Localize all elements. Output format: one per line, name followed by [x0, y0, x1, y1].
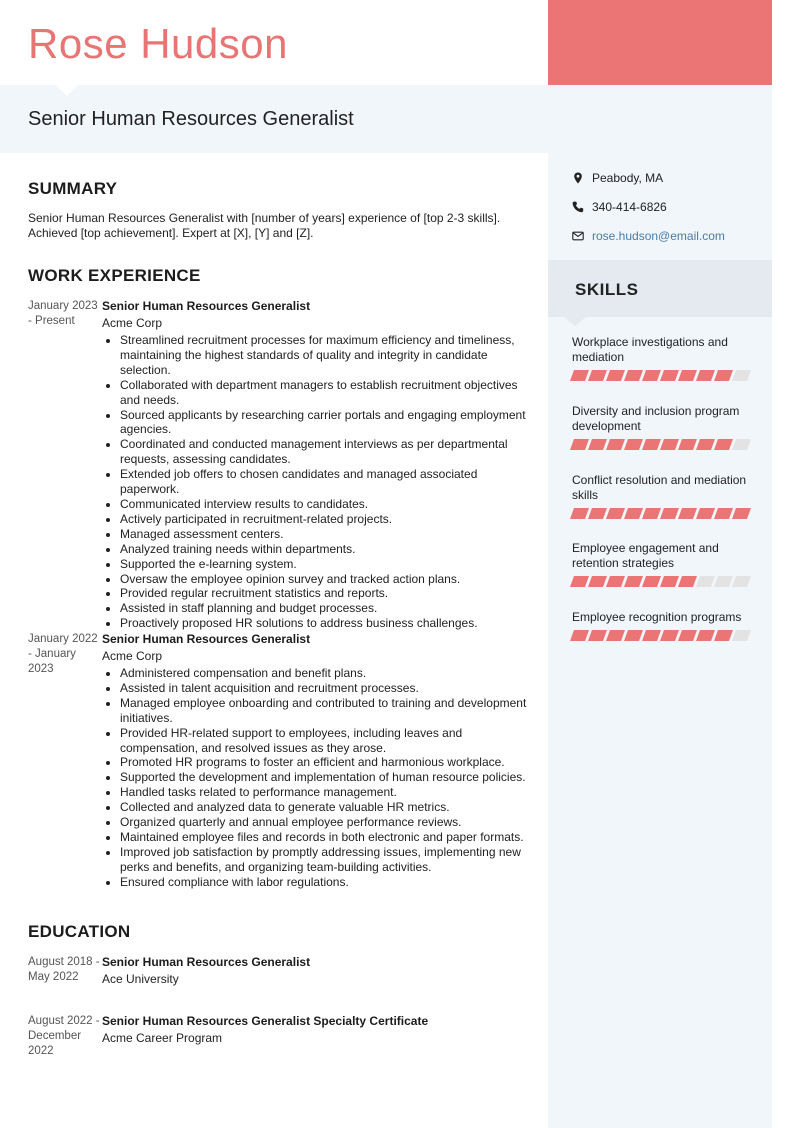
skill-rating-segment	[588, 576, 607, 587]
skill-rating-segment	[678, 439, 697, 450]
bullet-item: • Proactively proposed HR solutions to address business challenges.	[120, 616, 540, 631]
skill-rating-segment	[606, 630, 625, 641]
skill-rating-segment	[660, 439, 679, 450]
skill-label: Diversity and inclusion program development	[572, 404, 740, 433]
skill-rating-segment	[588, 370, 607, 381]
bullet-item: • Maintained employee files and records in both electronic and paper formats.	[120, 830, 540, 845]
skill-label: Employee recognition programs	[572, 610, 742, 624]
skill-rating-segment	[732, 508, 751, 519]
skill-rating-segment	[678, 370, 697, 381]
skill-rating-segment	[624, 630, 643, 641]
job-date: January 2022 - January 2023	[28, 633, 98, 675]
location-text: Peabody, MA	[592, 171, 664, 185]
skill-rating-segment	[714, 508, 733, 519]
skill-rating-segment	[660, 630, 679, 641]
bullet-item: • Ensured compliance with labor regulations.	[120, 875, 540, 890]
bullet-item: • Analyzed training needs within departments.	[120, 542, 540, 557]
skill-rating-segment	[732, 576, 751, 587]
skill-rating-bar	[572, 439, 752, 450]
skill-rating-segment	[624, 576, 643, 587]
skill-rating-segment	[678, 630, 697, 641]
skill-rating-segment	[714, 576, 733, 587]
skill-rating-segment	[570, 508, 589, 519]
email-link[interactable]: rose.hudson@email.com	[592, 229, 725, 243]
skill-rating-segment	[588, 439, 607, 450]
job-org: Acme Corp	[102, 316, 163, 330]
skills-title: SKILLS	[575, 280, 639, 299]
bullet-item: • Assisted in talent acquisition and recruitment processes.	[120, 681, 540, 696]
skill-rating-bar	[572, 508, 752, 519]
education-school: Acme Career Program	[102, 1031, 223, 1045]
skill-rating-segment	[606, 439, 625, 450]
skill-rating-segment	[678, 576, 697, 587]
phone-text: 340-414-6826	[592, 200, 667, 214]
skill-rating-segment	[570, 370, 589, 381]
contact-location	[572, 169, 663, 187]
education-school: Ace University	[102, 972, 179, 986]
skill-rating-bar	[572, 576, 752, 587]
skill-rating-segment	[660, 508, 679, 519]
skill-rating-segment	[696, 439, 715, 450]
job-bullets	[102, 333, 540, 631]
job-org: Acme Corp	[102, 649, 163, 663]
skill-rating-segment	[732, 439, 751, 450]
bullet-item: • Provided regular recruitment statistics and reports.	[120, 586, 540, 601]
skill-rating-bar	[572, 630, 752, 641]
bullet-item: • Organized quarterly and annual employee performance reviews.	[120, 815, 540, 830]
skill-rating-segment	[570, 439, 589, 450]
skill-rating-segment	[678, 508, 697, 519]
bullet-item: • Actively participated in recruitment-related projects.	[120, 512, 540, 527]
skill-rating-segment	[588, 630, 607, 641]
bullet-item: • Sourced applicants by researching carrier portals and engaging employment agencies.	[120, 408, 540, 438]
skill-item	[572, 541, 752, 587]
bullet-item: • Managed assessment centers.	[120, 527, 540, 542]
skill-rating-segment	[660, 370, 679, 381]
bullet-item: • Streamlined recruitment processes for maximum efficiency and timeliness, maintaining the highest standards of quality and integrity in candidate selection.	[120, 333, 540, 378]
skill-rating-segment	[696, 630, 715, 641]
skill-rating-segment	[606, 576, 625, 587]
bullet-item: • Managed employee onboarding and contributed to training and development initiatives.	[120, 696, 540, 726]
job-bullets	[102, 666, 540, 890]
bullet-item: • Communicated interview results to candidates.	[120, 497, 540, 512]
skill-rating-segment	[624, 508, 643, 519]
bullet-item: • Supported the e-learning system.	[120, 557, 540, 572]
skill-rating-segment	[732, 370, 751, 381]
phone-icon	[572, 201, 584, 213]
skill-rating-segment	[660, 576, 679, 587]
bullet-item: • Coordinated and conducted management interviews as per departmental requests, assessing candidates.	[120, 437, 540, 467]
candidate-name: Rose Hudson	[28, 20, 288, 67]
skill-rating-segment	[570, 630, 589, 641]
skill-rating-bar	[572, 370, 752, 381]
skills-notch	[564, 317, 586, 326]
education-date: August 2018 - May 2022	[28, 956, 100, 983]
skill-rating-segment	[696, 370, 715, 381]
skill-label: Employee engagement and retention strategies	[572, 541, 719, 570]
education-date: August 2022 - December 2022	[28, 1015, 100, 1057]
bullet-item: • Provided HR-related support to employees, including leaves and compensation, and resolved issues as they arose.	[120, 726, 540, 756]
skill-rating-segment	[606, 508, 625, 519]
education-degree: Senior Human Resources Generalist	[102, 955, 311, 969]
bullet-item: • Supported the development and implementation of human resource policies.	[120, 770, 540, 785]
skill-label: Conflict resolution and mediation skills	[572, 473, 747, 502]
skill-rating-segment	[732, 630, 751, 641]
bullet-item: • Extended job offers to chosen candidates and managed associated paperwork.	[120, 467, 540, 497]
header-accent-block	[548, 0, 772, 85]
summary-title: SUMMARY	[28, 179, 118, 198]
skill-rating-segment	[642, 630, 661, 641]
skill-item	[572, 404, 752, 450]
education-title: EDUCATION	[28, 922, 131, 941]
bullet-item: • Improved job satisfaction by promptly addressing issues, implementing new perks and benefits, and organizing team-building activities.	[120, 845, 540, 875]
skill-item	[572, 335, 752, 381]
bullet-item: • Collaborated with department managers to establish recruitment objectives and needs.	[120, 378, 540, 408]
skill-rating-segment	[588, 508, 607, 519]
education-degree: Senior Human Resources Generalist Specialty Certificate	[102, 1014, 429, 1028]
skill-rating-segment	[696, 508, 715, 519]
skill-rating-segment	[714, 370, 733, 381]
skill-rating-segment	[642, 576, 661, 587]
skill-rating-segment	[570, 576, 589, 587]
bullet-item: • Collected and analyzed data to generate valuable HR metrics.	[120, 800, 540, 815]
contact-phone	[572, 198, 667, 216]
job-role: Senior Human Resources Generalist	[102, 632, 311, 646]
job-title: Senior Human Resources Generalist	[28, 108, 354, 130]
job-date: January 2023 - Present	[28, 300, 98, 327]
skill-label: Workplace investigations and mediation	[572, 335, 728, 364]
location-pin-icon	[572, 172, 584, 184]
bullet-item: • Oversaw the employee opinion survey and tracked action plans.	[120, 572, 540, 587]
skill-rating-segment	[714, 630, 733, 641]
skill-rating-segment	[714, 439, 733, 450]
skill-rating-segment	[642, 439, 661, 450]
skill-rating-segment	[624, 370, 643, 381]
envelope-icon	[572, 230, 584, 242]
work-experience-title: WORK EXPERIENCE	[28, 266, 201, 285]
title-notch	[56, 85, 78, 96]
skill-rating-segment	[642, 508, 661, 519]
bullet-item: • Handled tasks related to performance management.	[120, 785, 540, 800]
skill-rating-segment	[624, 439, 643, 450]
contact-email[interactable]	[572, 227, 725, 245]
job-role: Senior Human Resources Generalist	[102, 299, 311, 313]
bullet-item: • Promoted HR programs to foster an efficient and harmonious workplace.	[120, 755, 540, 770]
skill-rating-segment	[642, 370, 661, 381]
bullet-item: • Assisted in staff planning and budget processes.	[120, 601, 540, 616]
skill-item	[572, 473, 752, 519]
bullet-item: • Administered compensation and benefit plans.	[120, 666, 540, 681]
skill-rating-segment	[696, 576, 715, 587]
skill-rating-segment	[606, 370, 625, 381]
skill-item	[572, 610, 752, 641]
summary-text: Senior Human Resources Generalist with [number of years] experience of [top 2-3 skills]. Achieved [top achievement]. Expert at [X], [Y] and [Z].	[28, 211, 501, 240]
